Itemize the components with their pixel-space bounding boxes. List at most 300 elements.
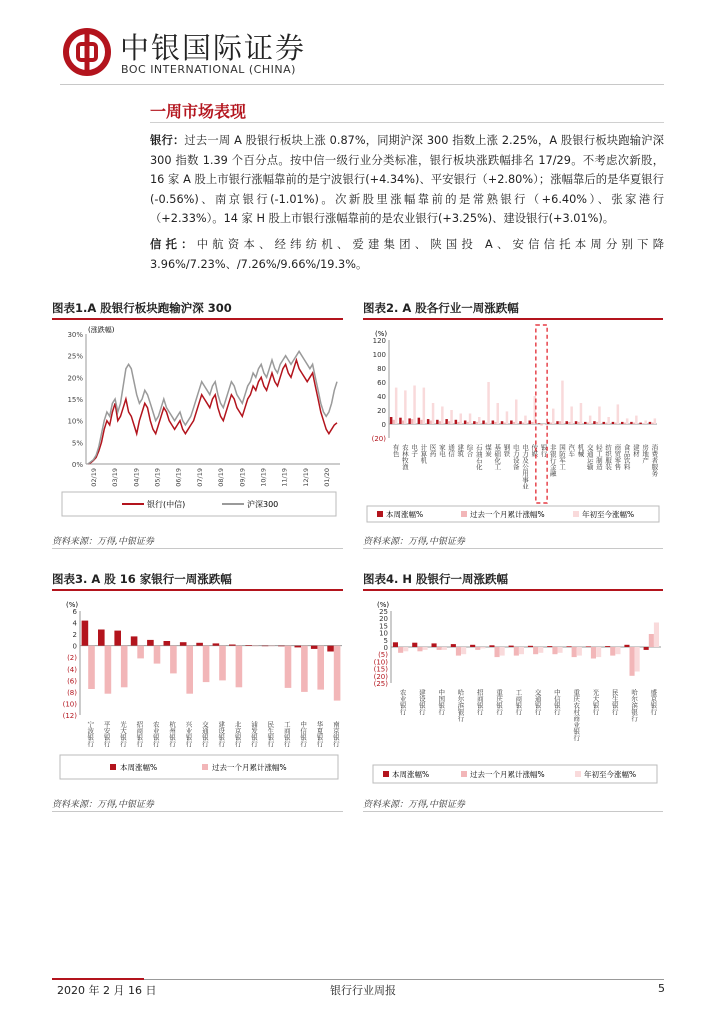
fig1-ytick: 10% <box>67 417 83 426</box>
fig4-legend-1: 本周涨幅% <box>392 770 430 779</box>
fig4-legend-2: 过去一个月累计涨幅% <box>470 770 545 779</box>
fig2-plot-bar <box>522 423 525 424</box>
fig3-legend-2: 过去一个月累计涨幅% <box>212 763 287 772</box>
fig4-plot-bar <box>610 647 615 656</box>
fig3-plot-bar <box>262 646 269 647</box>
fig3-plot-category-label: 工商银行 <box>282 721 291 747</box>
fig2-plot-bar <box>596 422 599 424</box>
fig2-legend-1: 本周涨幅% <box>386 510 424 519</box>
fig3-plot-category-label: 浦发银行 <box>249 721 258 747</box>
fig2-plot-bar <box>494 422 497 424</box>
fig1-legend-bank: 银行(中信) <box>147 500 186 509</box>
fig4-plot-ytick: 20 <box>379 615 388 624</box>
fig3-plot-category-label: 平安银行 <box>102 721 111 747</box>
fig4-plot-bar <box>577 647 582 656</box>
fig3-plot-bar <box>317 646 324 690</box>
fig3-plot-ytick: 2 <box>72 631 77 640</box>
fig2-plot-category-label: 煤炭 <box>484 444 493 457</box>
fig1-title-rule <box>52 318 343 320</box>
fig4-plot-ytick: (25) <box>373 680 388 688</box>
fig2-plot-category-label: 基础化工 <box>493 444 502 470</box>
fig2-plot-bar <box>404 390 407 424</box>
fig4-plot-bar <box>456 647 461 656</box>
fig1-xtick: 05/19 <box>153 468 162 487</box>
fig3-plot-category-label: 杭州银行 <box>168 721 177 747</box>
fig1-xtick: 08/19 <box>217 468 226 487</box>
fig1-source: 资料来源：万得,中银证券 <box>52 537 154 547</box>
fig1-legend-hs300: 沪深300 <box>247 500 279 509</box>
fig3-title: 图表3. A 股 16 家银行一周涨跌幅 <box>52 572 232 586</box>
fig2-plot-bar <box>568 422 571 424</box>
fig2-plot-bar <box>605 423 608 424</box>
fig3-plot-bar <box>196 643 203 646</box>
fig2-plot-category-label: 计算机 <box>419 444 428 464</box>
fig4-plot-ytick: (15) <box>373 665 388 674</box>
fig2-plot-bar <box>635 416 638 424</box>
fig3-plot-bar <box>334 646 341 701</box>
fig1-xtick: 02/19 <box>90 468 98 487</box>
fig1-ytick: 15% <box>67 396 83 404</box>
fig4-plot-bar <box>398 647 403 653</box>
trust-paragraph <box>150 235 664 274</box>
fig3-plot-ytick: (12) <box>62 712 77 720</box>
fig3-plot-ytick: (8) <box>67 688 77 697</box>
fig2-title: 图表2. A 股各行业一周涨跌幅 <box>363 301 519 315</box>
fig2-plot-ytick: 100 <box>372 351 386 359</box>
fig2-plot-bar <box>649 422 652 424</box>
fig4-plot-bar <box>538 647 543 653</box>
fig4-plot-ytick: 15 <box>379 622 388 631</box>
fig4-plot-bar <box>519 647 524 654</box>
fig3-legend-1: 本周涨幅% <box>120 763 158 772</box>
fig4-legend-swatch-3 <box>575 771 581 777</box>
fig3-bottom-rule <box>52 811 343 812</box>
fig2-plot-bar <box>603 422 606 424</box>
fig3-plot-bar <box>82 621 89 646</box>
fig4-title: 图表4. H 股银行一周涨跌幅 <box>363 572 509 586</box>
fig2-plot-bar <box>492 421 495 425</box>
fig2-plot-bar <box>506 411 509 424</box>
fig2-plot-bar <box>427 419 430 424</box>
fig2-plot-category-label: 机械 <box>576 444 585 457</box>
fig3-title-rule <box>52 589 343 591</box>
bank-label: 银行： <box>150 134 185 147</box>
fig3-plot-ytick: 0 <box>72 642 77 651</box>
fig2-plot-bar <box>420 420 423 424</box>
fig2-plot-bar <box>584 422 587 424</box>
fig3-plot-bar <box>252 646 259 647</box>
fig2-plot-bar <box>651 423 654 424</box>
fig2-plot-bar <box>524 416 527 424</box>
fig2-plot-category-label: 国防军工 <box>557 444 566 470</box>
fig4-plot-bar <box>586 646 591 647</box>
fig2-plot-bar <box>478 417 481 424</box>
fig2-plot-bar <box>577 422 580 424</box>
fig4-plot-category-label: 农业银行 <box>398 689 407 715</box>
fig2-plot-bar <box>423 388 426 424</box>
fig2-plot-bar <box>598 407 601 425</box>
fig4-plot-bar <box>461 647 466 654</box>
fig4-plot-bar <box>500 647 505 656</box>
fig2-plot-bar <box>408 418 411 424</box>
fig4-plot-ylabel: (%) <box>377 601 390 609</box>
fig2-plot-bar <box>570 407 573 425</box>
fig3-plot-category-label: 光大银行 <box>118 721 127 747</box>
fig2-plot-bar <box>519 421 522 424</box>
fig1-title: 图表1.A 股银行板块跑输沪深 300 <box>52 301 232 315</box>
fig3-plot-ytick: 4 <box>72 619 77 628</box>
fig4-chart <box>363 593 665 788</box>
fig3-plot-bar <box>295 646 302 648</box>
fig4-plot-bar <box>558 647 563 653</box>
fig2-plot-bar <box>399 418 402 424</box>
fig2-plot-bar <box>513 422 516 424</box>
fig3-plot-category-label: 民生银行 <box>266 721 275 747</box>
fig2-plot-ytick: 60 <box>377 379 386 387</box>
fig2-legend-2: 过去一个月累计涨幅% <box>470 510 545 519</box>
fig4-legend-3: 年初至今涨幅% <box>584 770 637 779</box>
fig2-plot-bar <box>515 400 518 425</box>
fig3-plot-category-label: 建设银行 <box>217 721 226 747</box>
fig1-xtick: 06/19 <box>174 468 183 487</box>
trust-label: 信托： <box>150 238 197 251</box>
company-name-cn: 中银国际证券 <box>120 31 307 65</box>
footer-rule <box>144 979 664 980</box>
fig2-plot-category-label: 轻工制造 <box>594 444 603 470</box>
fig2-plot-bar <box>473 421 476 424</box>
fig4-plot-ytick: (5) <box>378 651 388 660</box>
fig2-plot-category-label: 电力及公用事业 <box>521 444 529 490</box>
fig3-legend-swatch-1 <box>110 764 116 770</box>
fig3-plot-bar <box>131 636 138 645</box>
section-title: 一周市场表现 <box>150 102 247 121</box>
fig2-plot-bar <box>469 414 472 425</box>
fig2-plot-bar <box>614 423 617 424</box>
fig3-plot-bar <box>180 642 187 646</box>
fig3-plot-bar <box>301 646 308 692</box>
fig4-plot-category-label: 光大银行 <box>591 689 600 715</box>
fig2-plot-bar <box>593 421 596 424</box>
fig4-plot-bar <box>635 647 640 672</box>
fig2-plot-bar <box>580 403 583 424</box>
fig4-plot-bar <box>451 644 456 647</box>
fig2-plot-category-label: 商贸零售 <box>613 444 622 470</box>
fig1-xtick: 11/19 <box>280 468 289 487</box>
fig2-plot-bar <box>432 403 435 424</box>
fig4-plot-bar <box>649 634 654 647</box>
fig2-plot-bar <box>529 421 532 425</box>
fig4-plot-category-label: 盛京银行 <box>649 689 658 715</box>
fig2-plot-category-label: 石油石化 <box>474 444 483 470</box>
fig2-plot-category-label: 建筑 <box>456 444 465 457</box>
fig2-plot-category-label: 纺织服装 <box>604 444 613 470</box>
fig4-legend-swatch-2 <box>461 771 467 777</box>
fig2-plot-category-label: 交通运输 <box>585 444 594 470</box>
fig4-plot-bar <box>393 642 398 647</box>
fig2-plot-category-label: 综合 <box>465 444 474 457</box>
fig2-plot-category-label: 食品饮料 <box>622 444 631 470</box>
fig4-plot-ytick: 25 <box>379 608 388 616</box>
fig3-plot-ytick: (4) <box>67 665 77 674</box>
fig2-plot-bar <box>460 414 463 425</box>
fig2-legend-swatch-2 <box>461 511 467 517</box>
fig4-plot-category-label: 工商银行 <box>514 689 523 715</box>
fig1-bottom-rule <box>52 548 343 549</box>
fig4-plot-bar <box>624 645 629 647</box>
fig4-plot-bar <box>567 646 572 647</box>
fig4-plot-bar <box>423 647 428 650</box>
fig4-plot-bar <box>442 647 447 650</box>
fig2-plot-category-label: 医药 <box>428 444 437 457</box>
fig2-plot-category-label: 电子 <box>410 444 419 457</box>
fig2-plot-bar <box>550 423 553 424</box>
fig1-ytick: 20% <box>67 374 83 383</box>
fig2-plot-bar <box>457 422 460 424</box>
fig4-plot-bar <box>605 646 610 647</box>
fig3-plot-bar <box>121 646 128 688</box>
fig1-xtick: 01/20 <box>323 468 331 487</box>
fig3-plot-bar <box>213 643 220 645</box>
fig3-source: 资料来源：万得,中银证券 <box>52 800 154 810</box>
fig3-plot-category-label: 北京银行 <box>233 721 242 747</box>
fig1-xtick: 12/19 <box>301 468 310 487</box>
fig2-plot-ytick: 20 <box>377 407 386 415</box>
fig2-plot-category-label: 家电 <box>437 444 446 457</box>
fig4-plot-category-label: 建设银行 <box>417 689 426 715</box>
fig3-plot-bar <box>137 646 144 659</box>
boc-logo-icon <box>63 28 111 76</box>
fig2-plot-bar <box>561 381 564 424</box>
fig3-plot-ylabel: (%) <box>66 601 79 609</box>
fig4-plot-bar <box>480 647 485 648</box>
trust-text: 中航资本、经纬纺机、爱建集团、陕国投 A、安信信托本周分别下降 3.96%/7.23%、/7.26%/9.66%/19.3%。 <box>150 238 664 271</box>
fig1-ytick: 30% <box>67 331 83 339</box>
fig1-xtick: 09/19 <box>238 468 247 487</box>
fig3-chart <box>52 593 344 785</box>
fig4-plot-bar <box>596 647 601 657</box>
fig3-plot-bar <box>203 646 210 682</box>
footer-red-rule <box>52 978 144 980</box>
fig2-plot-ytick: (20) <box>371 435 386 443</box>
fig2-plot-bar <box>617 404 620 424</box>
fig4-plot-bar <box>509 646 514 647</box>
fig2-plot-bar <box>411 419 414 424</box>
fig2-plot-category-label: 非银行金融 <box>548 444 557 477</box>
fig2-plot-bar <box>392 420 395 424</box>
fig4-source: 资料来源：万得,中银证券 <box>363 800 465 810</box>
fig2-plot-bar <box>503 423 506 424</box>
fig2-plot-bar <box>450 410 453 424</box>
fig4-plot-category-label: 重庆农村商业银行 <box>572 689 581 741</box>
fig4-plot-bar <box>572 647 577 657</box>
footer-date: 2020 年 2 月 16 日 <box>57 984 157 997</box>
fig2-plot-bar <box>476 422 479 424</box>
fig4-plot-bar <box>654 623 659 648</box>
fig4-plot-bar <box>528 646 533 647</box>
fig2-plot-bar <box>644 421 647 425</box>
fig3-plot-bar <box>278 646 285 647</box>
fig2-plot-ytick: 40 <box>377 393 386 401</box>
fig2-plot-bar <box>633 423 636 424</box>
fig4-plot-bar <box>630 647 635 676</box>
fig1-xtick: 07/19 <box>195 468 204 487</box>
fig2-plot-bar <box>402 421 405 425</box>
fig2-plot-bar <box>626 418 629 424</box>
fig4-plot-bar <box>547 646 552 647</box>
fig3-plot-category-label: 招商银行 <box>135 721 144 747</box>
fig2-plot-bar <box>531 422 534 424</box>
fig2-plot-bar <box>413 386 416 425</box>
fig2-plot-bar <box>552 409 555 424</box>
fig2-plot-bar <box>621 422 624 424</box>
fig4-plot-ytick: (10) <box>373 658 388 667</box>
fig1-xtick: 03/19 <box>111 468 120 487</box>
fig2-plot-bar <box>441 407 444 425</box>
fig3-plot-ytick: (2) <box>67 654 77 663</box>
fig2-plot-bar <box>510 421 512 425</box>
fig2-plot-category-label: 有色 <box>391 444 400 457</box>
fig4-plot-bar <box>644 647 649 650</box>
fig4-plot-bar <box>615 647 620 654</box>
fig2-plot-bar <box>455 420 458 424</box>
fig2-plot-bar <box>501 421 504 424</box>
fig2-plot-bar <box>497 403 500 424</box>
bank-text: 过去一周 A 股银行板块上涨 0.87%，同期沪深 300 指数上涨 2.25%，A 股银行板块跑输沪深 300 指数 1.39 个百分点。按中信一级行业分类标准，银行板块涨跌幅排名 17/29。不考虑次新股，16 家 A 股上市银行涨幅靠前的是宁波银行(+4.34%)、平安银行（+2.80%）；涨幅靠后的是华夏银行 (-0.56%)、南京银行(-1.01%)。次新股里涨幅靠前的是常熟银行（+6.40%）、张家港行（+2.33%）。14 家 H 股上市银行涨幅靠前的是农业银行(+3.25%)、建设银行(+3.01%)。 <box>150 134 664 225</box>
fig2-legend-3: 年初至今涨幅% <box>582 510 635 519</box>
fig4-plot-bar <box>403 647 408 651</box>
fig3-legend-swatch-2 <box>202 764 208 770</box>
fig4-bottom-rule <box>363 811 663 812</box>
fig4-plot-bar <box>412 643 417 647</box>
fig2-plot-category-label: 银行 <box>539 444 548 457</box>
company-name-en: BOC INTERNATIONAL (CHINA) <box>121 63 296 76</box>
fig3-plot-bar <box>114 631 121 646</box>
fig2-plot-bar <box>630 422 633 424</box>
footer-report-name: 银行行业周报 <box>330 984 396 997</box>
fig3-plot-bar <box>154 646 161 664</box>
fig4-plot-bar <box>495 647 500 657</box>
fig2-plot-bar <box>538 423 541 424</box>
fig2-plot-category-label: 建材 <box>631 444 640 457</box>
fig2-bottom-rule <box>363 548 663 549</box>
fig3-plot-bar <box>327 646 334 652</box>
fig4-plot-ytick: 10 <box>379 629 388 638</box>
fig2-plot-bar <box>654 418 657 424</box>
fig3-plot-category-label: 农业银行 <box>151 721 160 747</box>
fig2-plot-ytick: 80 <box>377 365 386 373</box>
fig2-plot-ytick: 0 <box>381 421 386 429</box>
fig3-plot-category-label: 南京银行 <box>331 721 340 747</box>
fig1-ylabel: (涨跌幅) <box>88 326 115 334</box>
fig3-plot-bar <box>236 646 243 688</box>
fig2-plot-bar <box>482 421 485 425</box>
fig2-legend-swatch-3 <box>573 511 579 517</box>
fig2-plot-ytick: 120 <box>372 337 386 345</box>
fig4-plot-ytick: 0 <box>383 644 388 652</box>
fig2-plot-bar <box>566 421 569 424</box>
fig2-plot-bar <box>485 423 488 424</box>
fig2-plot-bar <box>575 421 578 424</box>
fig3-plot-category-label: 华夏银行 <box>315 721 324 747</box>
fig3-plot-bar <box>186 646 193 694</box>
fig4-plot-bar <box>591 647 596 659</box>
fig1-xtick: 10/19 <box>259 468 268 487</box>
fig2-plot-bar <box>445 419 448 424</box>
fig3-plot-category-label: 兴业银行 <box>184 721 193 747</box>
fig3-plot-bar <box>229 645 236 646</box>
fig4-plot-bar <box>514 647 519 656</box>
fig4-plot-category-label: 中信银行 <box>552 689 561 715</box>
fig2-plot-bar <box>589 416 592 424</box>
fig2-plot-bar <box>642 423 645 424</box>
fig2-plot-bar <box>540 424 543 425</box>
fig2-plot-bar <box>418 418 421 424</box>
bank-paragraph <box>150 131 664 229</box>
fig2-plot-bar <box>429 421 432 425</box>
fig4-plot-ytick: (20) <box>373 672 388 681</box>
fig1-ytick: 5% <box>71 439 83 448</box>
fig2-plot-bar <box>395 388 398 424</box>
fig4-title-rule <box>363 589 663 591</box>
fig1-ytick: 25% <box>67 352 83 361</box>
fig2-plot-bar <box>639 423 642 424</box>
fig4-plot-category-label: 中国银行 <box>437 689 446 715</box>
fig4-plot-category-label: 民生银行 <box>610 689 619 715</box>
fig2-plot-bar <box>390 417 393 424</box>
fig4-plot-category-label: 哈尔滨银行 <box>630 689 639 722</box>
fig2-plot-bar <box>556 421 559 424</box>
fig3-plot-bar <box>105 646 112 694</box>
fig3-plot-bar <box>164 641 171 646</box>
fig2-chart <box>363 322 665 525</box>
fig1-xtick: 04/19 <box>132 468 141 487</box>
fig3-plot-ytick: 6 <box>72 608 77 616</box>
footer-page-number: 5 <box>658 982 665 995</box>
fig4-legend-swatch-1 <box>383 771 389 777</box>
fig2-plot-bar <box>464 421 467 425</box>
fig1-ytick: 0% <box>71 461 83 469</box>
fig2-plot-bar <box>587 423 590 424</box>
fig2-plot-bar <box>439 421 442 424</box>
fig2-plot-bar <box>466 422 469 424</box>
fig3-plot-bar <box>147 640 154 646</box>
fig3-legend-box <box>60 755 338 779</box>
fig4-plot-bar <box>432 643 437 647</box>
fig3-plot-bar <box>285 646 292 688</box>
fig2-legend-swatch-1 <box>377 511 383 517</box>
fig2-plot-category-label: 房地产 <box>641 444 650 464</box>
fig3-plot-bar <box>170 646 177 674</box>
fig2-plot-category-label: 农林牧渔 <box>400 444 409 470</box>
fig3-plot-category-label: 宁波银行 <box>86 721 95 747</box>
fig4-plot-bar <box>470 645 475 647</box>
fig2-plot-bar <box>448 421 451 424</box>
fig4-plot-bar <box>475 647 480 650</box>
fig3-plot-category-label: 交通银行 <box>200 721 209 747</box>
fig3-plot-bar <box>268 646 275 647</box>
fig4-plot-bar <box>489 645 494 647</box>
fig2-plot-category-label: 钢铁 <box>502 444 511 457</box>
fig2-plot-category-label: 电力设备 <box>511 444 520 470</box>
fig2-plot-bar <box>487 382 490 424</box>
fig2-plot-bar <box>436 420 439 424</box>
fig4-plot-bar <box>552 647 557 654</box>
fig4-plot-category-label: 交通银行 <box>533 689 542 715</box>
fig2-plot-bar <box>623 423 626 424</box>
fig2-plot-bar <box>612 422 615 424</box>
fig4-plot-bar <box>417 647 422 651</box>
fig2-source: 资料来源：万得,中银证券 <box>363 537 465 547</box>
